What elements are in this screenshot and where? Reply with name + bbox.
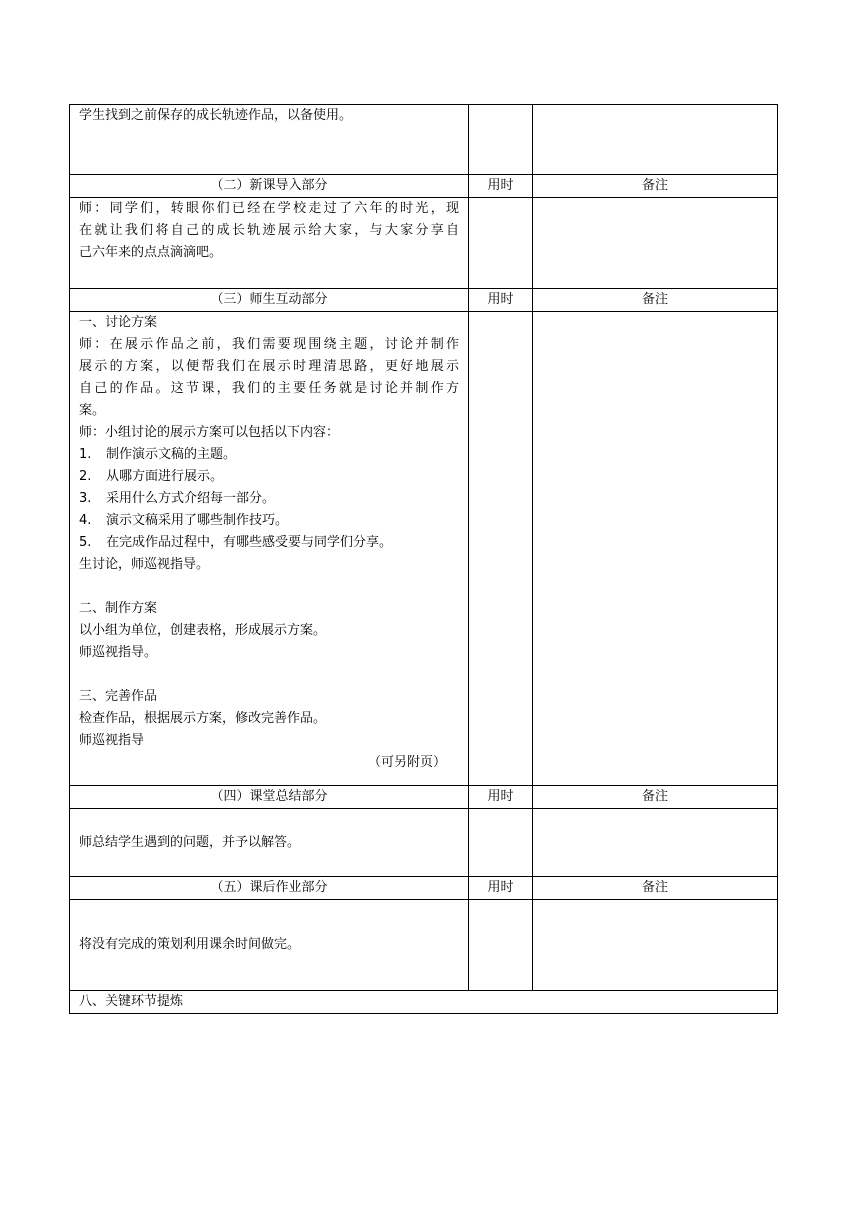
list-item-text: 演示文稿采用了哪些制作技巧。 [106,513,289,528]
section2-line: 己六年来的点点滴滴吧。 [79,245,223,260]
section4-note-label: 备注 [533,786,778,809]
section4-text: 师总结学生遇到的问题，并予以解答。 [79,834,301,850]
section3-time-cell [469,312,533,786]
section4-content-cell [70,809,469,877]
section5-time-cell [469,900,533,991]
part2-line: 以小组为单位，创建表格，形成展示方案。 [79,623,327,638]
section5-text: 将没有完成的策划利用课余时间做完。 [79,937,301,952]
section5-header-row [70,877,778,900]
section4-title: （四）课堂总结部分 [70,786,469,809]
section4-body-row [70,809,778,877]
part1-line: 师：在展示作品之前，我们需要现围绕主题，讨论并制作 [79,337,459,352]
prep-text: 学生找到之前保存的成长轨迹作品，以备使用。 [79,108,353,123]
section3-header-row [70,289,778,312]
section5-note-label: 备注 [533,877,778,900]
list-item [79,488,459,510]
section5-content-cell [70,900,469,991]
list-item-number: 5. [79,535,92,550]
list-intro: 师：小组讨论的展示方案可以包括以下内容： [79,425,340,440]
part1-line: 自己的作品。这节课，我们的主要任务就是讨论并制作方 [79,381,459,396]
spacer [79,664,459,686]
section5-note-cell [533,900,778,991]
section4-time-label: 用时 [469,786,533,809]
section2-title: （二）新课导入部分 [70,175,469,198]
part3-line: 检查作品，根据展示方案，修改完善作品。 [79,711,327,726]
list-item-number: 4. [79,513,92,528]
section3-body-row [70,312,778,786]
section2-content-cell [70,198,469,289]
list-item-text: 在完成作品过程中，有哪些感受要与同学们分享。 [106,535,393,550]
prep-content-cell [70,105,469,175]
section3-note-cell [533,312,778,786]
prep-time-cell [469,105,533,175]
section4-header-row [70,786,778,809]
section3-time-label: 用时 [469,289,533,312]
section2-header-row [70,175,778,198]
list-item-number: 3. [79,491,92,506]
section5-body-row [70,900,778,991]
list-item-text: 采用什么方式介绍每一部分。 [106,491,276,506]
section8-row [70,991,778,1014]
list-item [79,444,459,466]
section4-note-cell [533,809,778,877]
list-item-number: 1. [79,447,92,462]
part1-line: 案。 [79,403,106,418]
prep-row [70,105,778,175]
section5-time-label: 用时 [469,877,533,900]
section3-title: （三）师生互动部分 [70,289,469,312]
list-item [79,466,459,488]
section2-body-row [70,198,778,289]
list-item-number: 2. [79,469,92,484]
part3-title: 三、完善作品 [79,689,158,704]
list-item-text: 从哪方面进行展示。 [106,469,224,484]
section2-time-cell [469,198,533,289]
attach-note: （可另附页） [367,755,446,770]
list-item-text: 制作演示文稿的主题。 [106,447,237,462]
section3-content-cell [70,312,469,786]
spacer [79,576,459,598]
section5-title: （五）课后作业部分 [70,877,469,900]
section2-note-cell [533,198,778,289]
section2-line: 师：同学们，转眼你们已经在学校走过了六年的时光，现 [79,201,459,216]
part1-line: 展示的方案，以便帮我们在展示时理清思路，更好地展示 [79,359,459,374]
section3-note-label: 备注 [533,289,778,312]
part2-title: 二、制作方案 [79,601,158,616]
prep-note-cell [533,105,778,175]
section2-line: 在就让我们将自己的成长轨迹展示给大家，与大家分享自 [79,223,459,238]
section2-time-label: 用时 [469,175,533,198]
part2-line: 师巡视指导。 [79,645,158,660]
section4-time-cell [469,809,533,877]
section8-title: 八、关键环节提炼 [70,991,778,1014]
part1-title: 一、讨论方案 [79,315,158,330]
list-item [79,532,459,554]
lesson-plan-table [69,104,778,1014]
part1-end: 生讨论，师巡视指导。 [79,557,210,572]
part3-line: 师巡视指导 [79,733,145,748]
list-item [79,510,459,532]
section2-note-label: 备注 [533,175,778,198]
